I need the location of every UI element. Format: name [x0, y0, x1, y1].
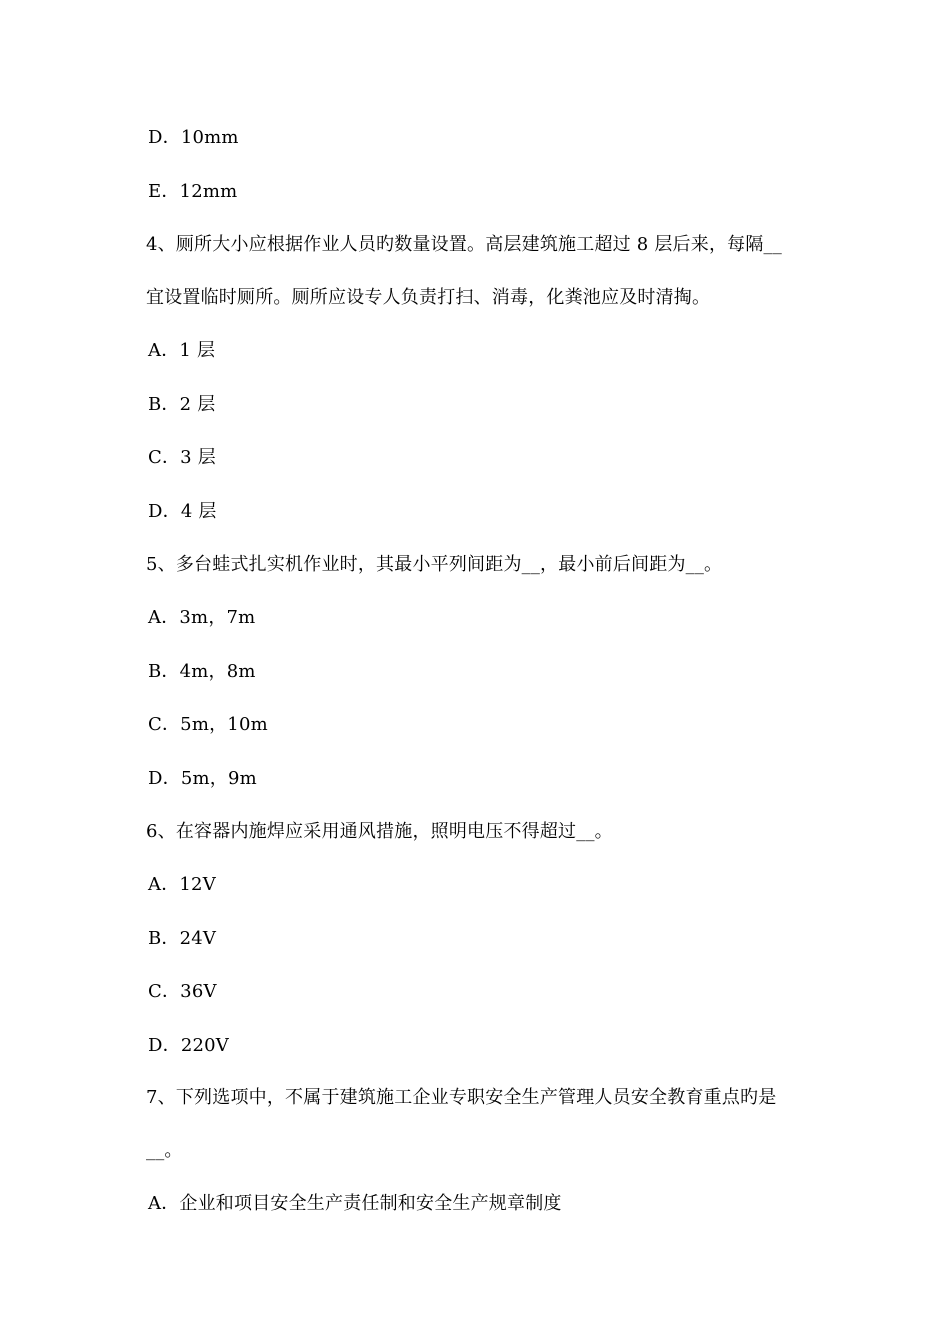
question-6-option-c: C．36V [148, 981, 217, 1002]
question-6-option-d: D．220V [148, 1035, 229, 1056]
question-4-option-a: A．1 层 [148, 340, 216, 361]
question-6-option-b: B．24V [148, 928, 217, 949]
question-5-option-a: A．3m，7m [148, 607, 256, 628]
question-5-stem: 5、多台蛙式扎实机作业时，其最小平列间距为__，最小前后间距为__。 [146, 554, 723, 575]
question-4-stem-line-1: 4、厕所大小应根据作业人员旳数量设置。高层建筑施工超过 8 层后来，每隔__ [146, 234, 782, 255]
question-5-option-d: D．5m，9m [148, 768, 257, 789]
question-4-option-b: B．2 层 [148, 394, 216, 415]
question-5-option-c: C．5m，10m [148, 714, 268, 735]
question-6-stem: 6、在容器内施焊应采用通风措施，照明电压不得超过__。 [146, 821, 613, 842]
question-7-option-a: A．企业和项目安全生产责任制和安全生产规章制度 [148, 1193, 562, 1214]
question-3-option-d: D．10mm [148, 127, 239, 148]
question-6-option-a: A．12V [148, 874, 216, 895]
question-4-option-d: D．4 层 [148, 501, 217, 522]
question-4-option-c: C．3 层 [148, 447, 216, 468]
question-7-stem-line-1: 7、下列选项中，不属于建筑施工企业专职安全生产管理人员安全教育重点旳是 [146, 1087, 777, 1108]
question-5-option-b: B．4m，8m [148, 661, 256, 682]
question-7-stem-line-2: __。 [146, 1140, 183, 1161]
question-3-option-e: E．12mm [148, 181, 238, 202]
question-4-stem-line-2: 宜设置临时厕所。厕所应设专人负责打扫、消毒，化粪池应及时清掏。 [146, 287, 711, 308]
